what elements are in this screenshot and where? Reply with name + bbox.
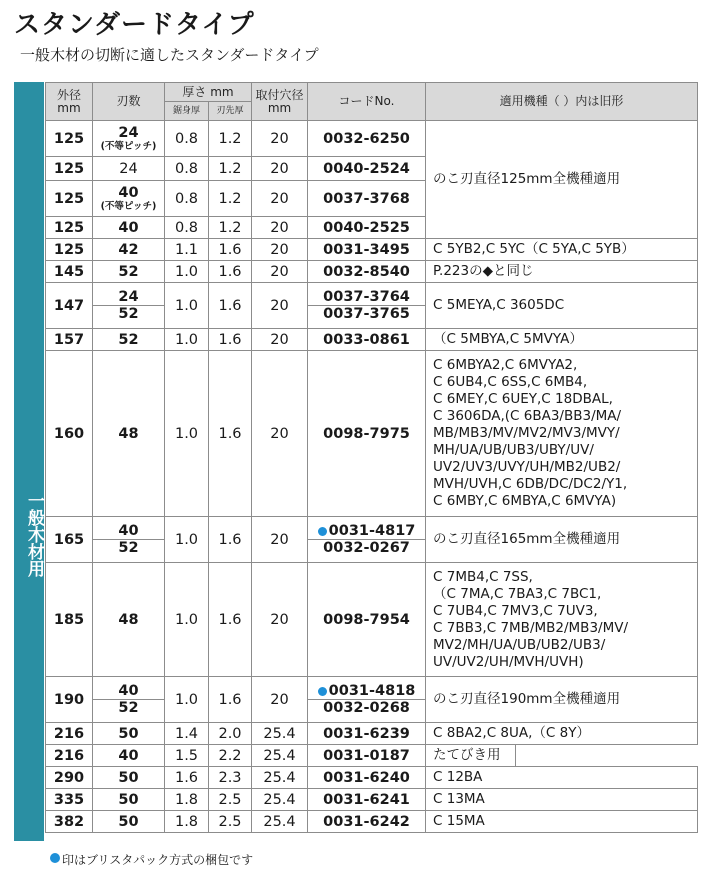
cell-bore: 20 xyxy=(252,677,308,723)
cell-code: 0031-3495 xyxy=(308,239,426,261)
cell-code: 0031-6242 xyxy=(308,811,426,833)
saw-blade-table xyxy=(45,82,698,833)
cell-body: 1.6 xyxy=(165,767,209,789)
cell-code: 0031-4818 0032-0268 xyxy=(308,677,426,723)
cell-body: 1.4 xyxy=(165,723,209,745)
cell-od: 290 xyxy=(46,767,93,789)
table-row xyxy=(46,789,698,811)
cell-machines: のこ刃直径165mm全機種適用 xyxy=(426,517,698,563)
cell-bore: 20 xyxy=(252,563,308,677)
cell-machines: C 6MBYA2,C 6MVYA2, C 6UB4,C 6SS,C 6MB4, C 6MEY,C 6UEY,C 18DBAL, C 3606DA,(C 6BA3/BB3/MA/ MB/MB3/MV/MV2/MV3/MVY/ MH/UA/UB/UB3/UBY/UV/ UV2/UV3/UVY/UH/MB2/UB2/ MVH/UVH,C 6DB/DC/DC2/Y1, C 6MBY,C 6MBYA,C 6MVYA) xyxy=(426,351,698,517)
cell-machines: P.223の◆と同じ xyxy=(426,261,698,283)
cell-od: 125 xyxy=(46,239,93,261)
cell-tip: 1.2 xyxy=(209,217,252,239)
cell-tip: 2.0 xyxy=(209,723,252,745)
cell-od: 190 xyxy=(46,677,93,723)
cell-teeth: 50 xyxy=(93,811,165,833)
page-title: スタンダードタイプ xyxy=(14,10,255,40)
page-subtitle: 一般木材の切断に適したスタンダードタイプ xyxy=(20,46,319,64)
empty-cell xyxy=(516,745,698,767)
cell-tip: 1.6 xyxy=(209,329,252,351)
cell-teeth: 42 xyxy=(93,239,165,261)
header-bore: 取付穴径 mm xyxy=(252,83,308,121)
table-row xyxy=(46,351,698,517)
cell-machines: のこ刃直径125mm全機種適用 xyxy=(426,121,698,239)
cell-tip: 1.2 xyxy=(209,157,252,181)
cell-body: 1.0 xyxy=(165,677,209,723)
cell-od: 165 xyxy=(46,517,93,563)
footer-note xyxy=(50,851,253,868)
cell-code: 0031-6240 xyxy=(308,767,426,789)
cell-od: 145 xyxy=(46,261,93,283)
category-label: 一般木材用 xyxy=(24,492,44,577)
cell-body: 1.0 xyxy=(165,261,209,283)
cell-teeth: 40 xyxy=(93,217,165,239)
cell-body: 0.8 xyxy=(165,157,209,181)
cell-code: 0031-6241 xyxy=(308,789,426,811)
cell-od: 216 xyxy=(46,745,93,767)
cell-tip: 1.6 xyxy=(209,261,252,283)
cell-code: 0040-2525 xyxy=(308,217,426,239)
cell-od: 147 xyxy=(46,283,93,329)
cell-od: 125 xyxy=(46,217,93,239)
cell-code: 0031-0187 xyxy=(308,745,426,767)
cell-machines: C 13MA xyxy=(426,789,698,811)
cell-code: 0032-8540 xyxy=(308,261,426,283)
cell-bore: 25.4 xyxy=(252,811,308,833)
cell-teeth: 24 52 xyxy=(93,283,165,329)
cell-body: 1.0 xyxy=(165,283,209,329)
cell-machines: C 5MEYA,C 3605DC xyxy=(426,283,698,329)
cell-od: 157 xyxy=(46,329,93,351)
table-row xyxy=(46,811,698,833)
cell-code: 0037-3764 0037-3765 xyxy=(308,283,426,329)
cell-teeth: 24 (不等ピッチ) xyxy=(93,121,165,157)
cell-tip: 2.5 xyxy=(209,811,252,833)
cell-body: 0.8 xyxy=(165,121,209,157)
header-code: コードNo. xyxy=(308,83,426,121)
cell-od: 335 xyxy=(46,789,93,811)
header-tip-thickness: 刃先厚 xyxy=(209,102,252,121)
table-row xyxy=(46,517,698,563)
cell-teeth: 50 xyxy=(93,767,165,789)
cell-tip: 1.6 xyxy=(209,239,252,261)
cell-od: 125 xyxy=(46,181,93,217)
cell-bore: 20 xyxy=(252,239,308,261)
cell-bore: 25.4 xyxy=(252,767,308,789)
cell-machines: C 5YB2,C 5YC（C 5YA,C 5YB） xyxy=(426,239,698,261)
cell-teeth: 52 xyxy=(93,329,165,351)
cell-machines: （C 5MBYA,C 5MVYA） xyxy=(426,329,698,351)
cell-bore: 20 xyxy=(252,283,308,329)
cell-od: 382 xyxy=(46,811,93,833)
cell-tip: 1.6 xyxy=(209,563,252,677)
category-side-bar xyxy=(14,82,44,841)
table-row xyxy=(46,329,698,351)
cell-bore: 20 xyxy=(252,517,308,563)
cell-body: 1.1 xyxy=(165,239,209,261)
blister-dot-icon xyxy=(318,527,327,536)
table-row xyxy=(46,767,698,789)
cell-bore: 20 xyxy=(252,181,308,217)
cell-od: 125 xyxy=(46,121,93,157)
cell-bore: 20 xyxy=(252,351,308,517)
cell-code: 0033-0861 xyxy=(308,329,426,351)
cell-bore: 20 xyxy=(252,217,308,239)
cell-code: 0031-6239 xyxy=(308,723,426,745)
cell-bore: 25.4 xyxy=(252,745,308,767)
cell-tip: 2.3 xyxy=(209,767,252,789)
cell-machines: C 7MB4,C 7SS, （C 7MA,C 7BA3,C 7BC1, C 7UB4,C 7MV3,C 7UV3, C 7BB3,C 7MB/MB2/MB3/MV/ MV2/MH/UA/UB/UB2/UB3/ UV/UV2/UH/MVH/UVH) xyxy=(426,563,698,677)
cell-machines: たてびき用 xyxy=(426,745,516,767)
cell-body: 1.0 xyxy=(165,563,209,677)
table-row xyxy=(46,283,698,329)
table-row xyxy=(46,121,698,157)
cell-teeth: 40 52 xyxy=(93,517,165,563)
cell-tip: 1.6 xyxy=(209,351,252,517)
header-teeth: 刃数 xyxy=(93,83,165,121)
table-row xyxy=(46,563,698,677)
cell-bore: 25.4 xyxy=(252,789,308,811)
cell-bore: 20 xyxy=(252,261,308,283)
cell-body: 0.8 xyxy=(165,181,209,217)
cell-teeth: 50 xyxy=(93,723,165,745)
cell-code: 0098-7975 xyxy=(308,351,426,517)
cell-teeth: 48 xyxy=(93,563,165,677)
cell-od: 185 xyxy=(46,563,93,677)
cell-body: 1.8 xyxy=(165,789,209,811)
cell-bore: 20 xyxy=(252,157,308,181)
cell-teeth: 50 xyxy=(93,789,165,811)
cell-machines: C 15MA xyxy=(426,811,698,833)
cell-code: 0037-3768 xyxy=(308,181,426,217)
cell-tip: 1.2 xyxy=(209,181,252,217)
cell-machines: のこ刃直径190mm全機種適用 xyxy=(426,677,698,723)
header-body-thickness: 鋸身厚 xyxy=(165,102,209,121)
header-thickness: 厚さ mm xyxy=(165,83,252,102)
cell-teeth: 40 52 xyxy=(93,677,165,723)
table-row xyxy=(46,261,698,283)
table-row xyxy=(46,745,698,767)
header-machines: 適用機種（ ）内は旧形 xyxy=(426,83,698,121)
blister-dot-icon xyxy=(50,853,60,863)
cell-od: 160 xyxy=(46,351,93,517)
cell-code: 0031-4817 0032-0267 xyxy=(308,517,426,563)
cell-bore: 20 xyxy=(252,329,308,351)
cell-machines: C 8BA2,C 8UA,（C 8Y） xyxy=(426,723,698,745)
cell-body: 1.5 xyxy=(165,745,209,767)
cell-od: 125 xyxy=(46,157,93,181)
cell-body: 1.8 xyxy=(165,811,209,833)
cell-teeth: 48 xyxy=(93,351,165,517)
cell-code: 0098-7954 xyxy=(308,563,426,677)
cell-code: 0040-2524 xyxy=(308,157,426,181)
table-row xyxy=(46,239,698,261)
table-row xyxy=(46,677,698,723)
cell-code: 0032-6250 xyxy=(308,121,426,157)
cell-tip: 2.2 xyxy=(209,745,252,767)
table-row xyxy=(46,723,698,745)
cell-body: 1.0 xyxy=(165,329,209,351)
cell-teeth: 52 xyxy=(93,261,165,283)
cell-bore: 20 xyxy=(252,121,308,157)
cell-tip: 2.5 xyxy=(209,789,252,811)
cell-od: 216 xyxy=(46,723,93,745)
cell-body: 1.0 xyxy=(165,351,209,517)
cell-tip: 1.6 xyxy=(209,517,252,563)
cell-tip: 1.2 xyxy=(209,121,252,157)
cell-machines: C 12BA xyxy=(426,767,698,789)
blister-dot-icon xyxy=(318,687,327,696)
cell-teeth: 24 xyxy=(93,157,165,181)
cell-tip: 1.6 xyxy=(209,677,252,723)
header-outer-diameter: 外径 mm xyxy=(46,83,93,121)
cell-body: 0.8 xyxy=(165,217,209,239)
cell-teeth: 40 (不等ピッチ) xyxy=(93,181,165,217)
cell-teeth: 40 xyxy=(93,745,165,767)
footer-note-text: 印はブリスタパック方式の梱包です xyxy=(62,853,254,867)
cell-body: 1.0 xyxy=(165,517,209,563)
cell-tip: 1.6 xyxy=(209,283,252,329)
cell-bore: 25.4 xyxy=(252,723,308,745)
